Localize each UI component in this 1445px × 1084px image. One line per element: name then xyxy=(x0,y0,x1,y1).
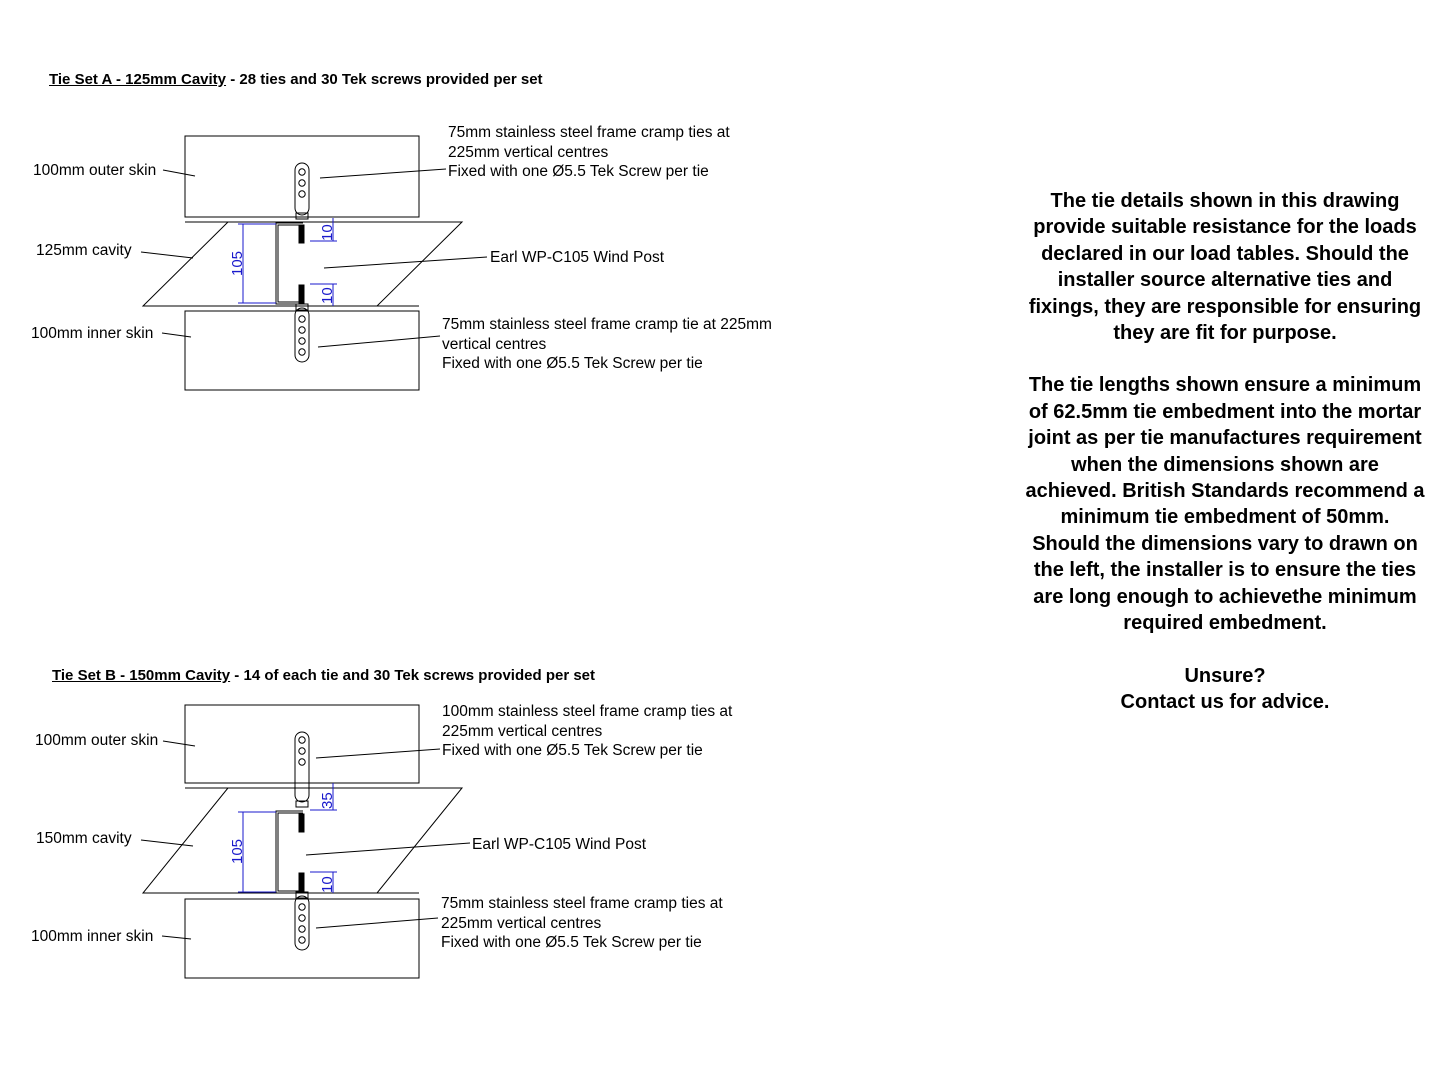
set-a-bottom-tie-line-3: Fixed with one Ø5.5 Tek Screw per tie xyxy=(442,355,703,372)
set-b-left-break-line xyxy=(143,788,228,893)
set-a-bottom-tie-label xyxy=(442,315,772,374)
set-b-inner-skin-label: 100mm inner skin xyxy=(31,928,154,945)
set-b-top-tie-line-2: 225mm vertical centres xyxy=(442,722,603,740)
set-a-inner-skin-leader xyxy=(162,333,191,337)
set-b-cavity-label: 150mm cavity xyxy=(36,830,132,847)
set-a-dim-height-text: 105 xyxy=(229,250,246,276)
set-b-section xyxy=(141,705,470,978)
set-b-wind-post-label: Earl WP-C105 Wind Post xyxy=(472,836,646,853)
set-a-outer-skin-block xyxy=(185,136,419,217)
set-b-title-rest: - 14 of each tie and 30 Tek screws provided per set xyxy=(230,667,596,684)
set-b-dim-height-text: 105 xyxy=(229,838,246,864)
set-b-title-main: Tie Set B - 150mm Cavity xyxy=(52,667,231,684)
set-b-inner-skin-leader xyxy=(162,936,191,939)
set-a-inner-skin-label: 100mm inner skin xyxy=(31,325,154,342)
set-a-bottom-tie-line-2: vertical centres xyxy=(442,335,547,353)
set-b-bottom-tie-line-2: 225mm vertical centres xyxy=(441,914,602,932)
set-b-inner-skin-block xyxy=(185,899,419,978)
set-a-section xyxy=(141,136,487,390)
set-a-left-break-line xyxy=(143,222,228,306)
set-a-wind-post-leader xyxy=(324,257,487,268)
set-b-top-tie-line-1: 100mm stainless steel frame cramp ties at xyxy=(442,703,733,720)
set-a-bottom-screw xyxy=(299,285,304,303)
notes-panel xyxy=(1025,188,1425,715)
set-a-bottom-tie-leader xyxy=(318,336,440,347)
set-a-top-tie-leader xyxy=(320,169,446,178)
set-a-outer-skin-label: 100mm outer skin xyxy=(33,162,157,179)
set-b-right-break-line xyxy=(377,788,462,893)
set-b-bottom-tie-label xyxy=(441,894,723,953)
set-b-bottom-tie-line-1: 75mm stainless steel frame cramp ties at xyxy=(441,895,723,912)
set-a-cavity-leader xyxy=(141,252,193,258)
notes-contact-advice: Contact us for advice. xyxy=(1120,690,1330,713)
notes-paragraph-1: The tie details shown in this drawing provide suitable resistance for the loads declared in our load tables. Should the installer source alternative ties and fixings, they are responsible for ensuring they are fit for purpose. xyxy=(1028,190,1422,345)
set-b-top-tie-line-3: Fixed with one Ø5.5 Tek Screw per tie xyxy=(442,742,703,759)
set-a-top-tie-label xyxy=(448,123,730,182)
set-b-outer-skin-label: 100mm outer skin xyxy=(35,732,159,749)
set-b-top-screw xyxy=(299,814,304,832)
set-b-top-tie-leader xyxy=(316,749,440,758)
set-a-bottom-tie-line-1: 75mm stainless steel frame cramp tie at 225mm xyxy=(442,316,772,333)
set-b-outer-skin-leader xyxy=(163,741,195,746)
set-b-top-tie xyxy=(295,732,309,802)
notes-contact xyxy=(1025,663,1425,716)
set-a-top-tie-line-2: 225mm vertical centres xyxy=(448,143,609,161)
set-b-dim-top-text: 35 xyxy=(319,792,336,809)
set-a-inner-skin-block xyxy=(185,311,419,390)
set-b-outer-skin-block xyxy=(185,705,419,783)
set-a-cavity-label: 125mm cavity xyxy=(36,242,132,259)
notes-unsure: Unsure? xyxy=(1184,664,1266,687)
set-a-dim-top-text: 10 xyxy=(319,224,336,241)
set-a-dim-bottom-text: 10 xyxy=(319,287,336,304)
set-a-wind-post-label: Earl WP-C105 Wind Post xyxy=(490,249,664,266)
set-a-top-tie-line-3: Fixed with one Ø5.5 Tek Screw per tie xyxy=(448,163,709,180)
notes-paragraph-2: The tie lengths shown ensure a minimum of 62.5mm tie embedment into the mortar joint as per tie manufactures requirement when the dimensions shown are achieved. British Standards recommend a minimum tie embedment of 50mm. Should the dimensions vary to drawn on the left, the installer is to ensure the ties are long enough to achievethe minimum required embedment. xyxy=(1025,374,1425,635)
set-a-title-rest: - 28 ties and 30 Tek screws provided per set xyxy=(226,71,543,88)
set-b-top-tie-label xyxy=(442,702,732,761)
set-a-top-screw xyxy=(299,225,304,243)
set-a-outer-skin-leader xyxy=(163,170,195,176)
set-a-top-tie-line-1: 75mm stainless steel frame cramp ties at xyxy=(448,124,730,141)
set-b-dim-bottom-text: 10 xyxy=(319,876,336,893)
set-b-bottom-screw xyxy=(299,873,304,891)
set-b-bottom-tie-leader xyxy=(316,918,438,928)
set-a-title-main: Tie Set A - 125mm Cavity xyxy=(49,71,227,88)
set-a-top-tie xyxy=(295,163,309,215)
set-b-wind-post-leader xyxy=(306,843,470,855)
set-b-bottom-tie-line-3: Fixed with one Ø5.5 Tek Screw per tie xyxy=(441,934,702,951)
